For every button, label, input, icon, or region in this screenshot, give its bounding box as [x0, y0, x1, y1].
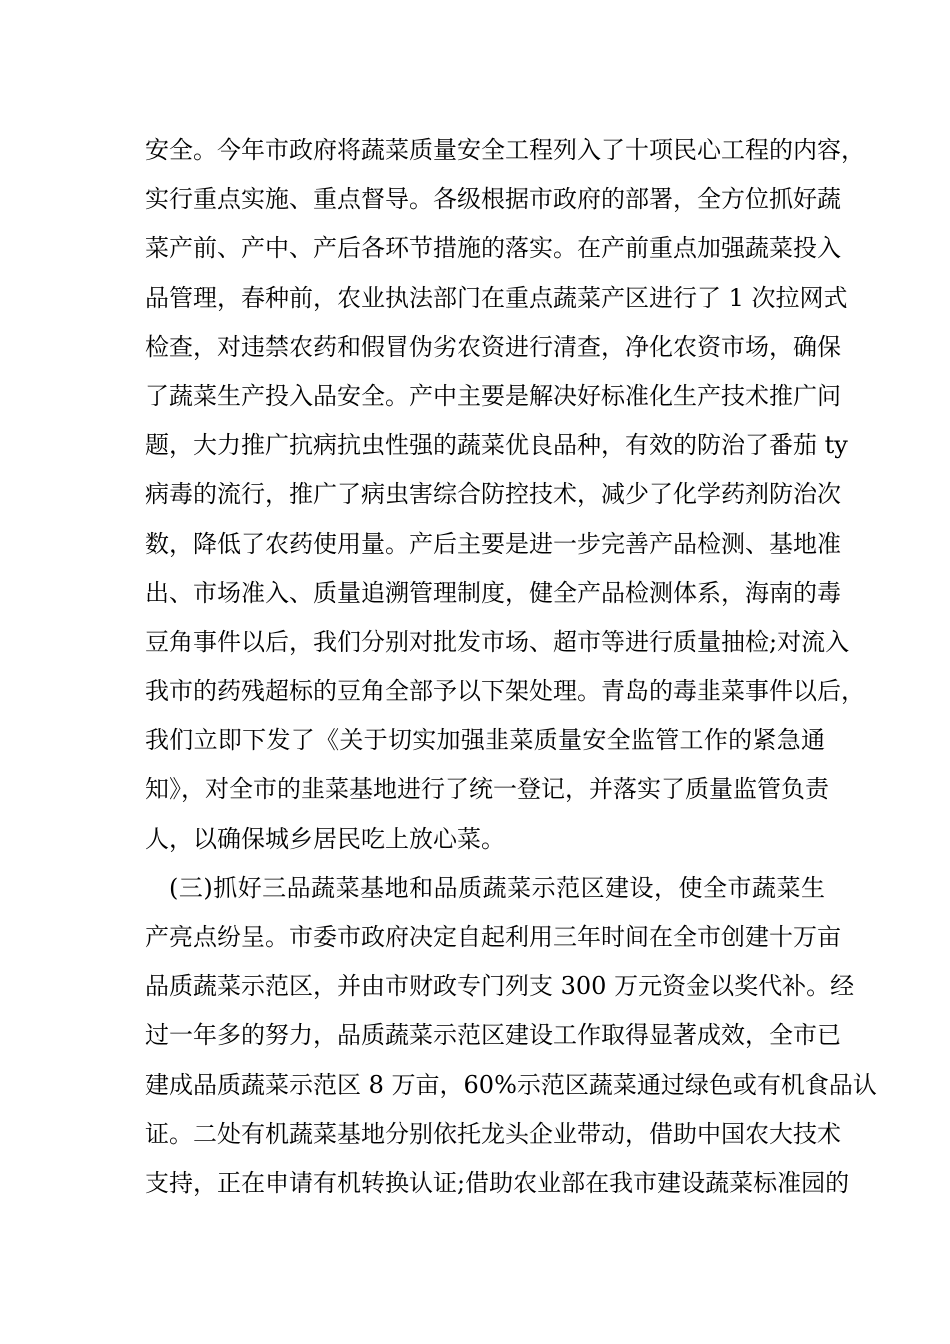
- text-line: 品质蔬菜示范区，并由市财政专门列支 300 万元资金以奖代补。经: [145, 972, 855, 1001]
- text-line: 证。二处有机蔬菜基地分别依托龙头企业带动，借助中国农大技术: [145, 1119, 841, 1148]
- text-line: 题，大力推广抗病抗虫性强的蔬菜优良品种，有效的防治了番茄 ty: [145, 431, 848, 460]
- text-line: 数，降低了农药使用量。产后主要是进一步完善产品检测、基地准: [145, 529, 841, 558]
- text-line: 检查，对违禁农药和假冒伪劣农资进行清查，净化农资市场，确保: [145, 332, 841, 361]
- text-line: (三)抓好三品蔬菜基地和品质蔬菜示范区建设，使全市蔬菜生: [169, 873, 825, 902]
- paragraph-2: [145, 864, 877, 1208]
- text-line: 病毒的流行，推广了病虫害综合防控技术，减少了化学药剂防治次: [145, 480, 841, 509]
- text-line: 过一年多的努力，品质蔬菜示范区建设工作取得显著成效，全市已: [145, 1021, 841, 1050]
- text-line: 产亮点纷呈。市委市政府决定自起利用三年时间在全市创建十万亩: [145, 923, 841, 951]
- text-line: 安全。今年市政府将蔬菜质量安全工程列入了十项民心工程的内容，: [145, 136, 865, 164]
- text-line: 豆角事件以后，我们分别对批发市场、超市等进行质量抽检;对流入: [145, 627, 850, 656]
- text-line: 我们立即下发了《关于切实加强韭菜质量安全监管工作的紧急通: [145, 726, 825, 755]
- text-line: 了蔬菜生产投入品安全。产中主要是解决好标准化生产技术推广问: [145, 381, 841, 410]
- text-line: 建成品质蔬菜示范区 8 万亩，60%示范区蔬菜通过绿色或有机食品认: [145, 1070, 877, 1099]
- text-line: 出、市场准入、质量追溯管理制度，健全产品检测体系，海南的毒: [145, 578, 841, 607]
- text-line: 支持，正在申请有机转换认证;借助农业部在我市建设蔬菜标准园的: [145, 1168, 850, 1197]
- text-line: 我市的药残超标的豆角全部予以下架处理。青岛的毒韭菜事件以后，: [145, 677, 865, 706]
- text-line: 知》，对全市的韭菜基地进行了统一登记，并落实了质量监管负责: [145, 775, 829, 804]
- text-line: 实行重点实施、重点督导。各级根据市政府的部署，全方位抓好蔬: [145, 185, 841, 214]
- body-text: [145, 126, 877, 1208]
- text-line: 菜产前、产中、产后各环节措施的落实。在产前重点加强蔬菜投入: [145, 234, 841, 263]
- text-line: 人，以确保城乡居民吃上放心菜。: [145, 824, 505, 853]
- paragraph-1: [145, 126, 865, 864]
- text-line: 品管理，春种前，农业执法部门在重点蔬菜产区进行了 1 次拉网式: [145, 283, 848, 312]
